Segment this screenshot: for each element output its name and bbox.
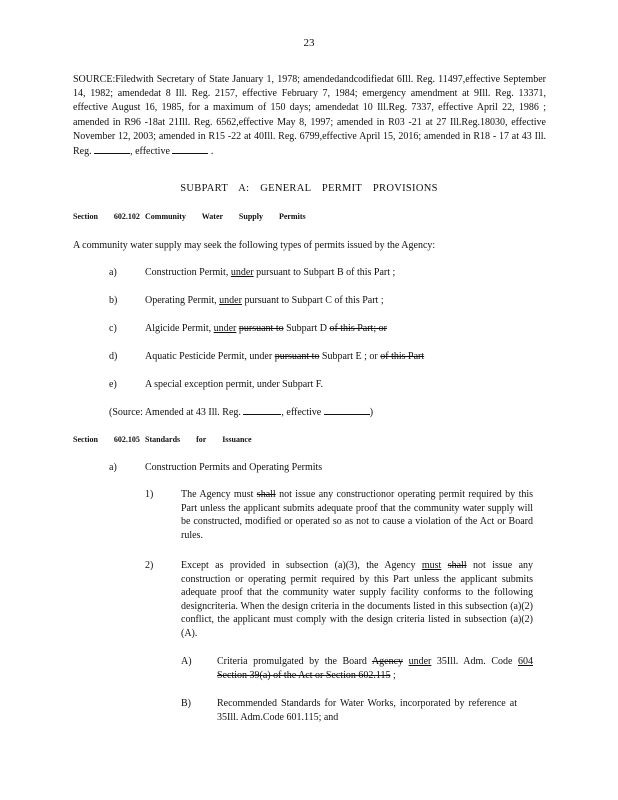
list-item-label: c) [109,323,117,334]
paragraph-2: Except as provided in subsection (a)(3), the Agency must shall not issue any construction or operating permit required by this Part unless the applicant submits adequate proof that the community water supply facility conforms to the following designcriteria. When the design criteria in the documents listed in this subsection (a)(2) conflict, the applicant must comply with the design criteria listed in subsection (a)(2)(A). [181,560,534,639]
subparagraph-B: Recommended Standards for Water Works, incorporated by reference at 35Ill. Adm.Code 601.115; and [217,698,517,723]
paragraph-label: 2) [145,560,154,571]
section-title: Community Water Supply Permits [145,212,306,221]
list-item: Construction Permit, under pursuant to Subpart B of this Part ; [145,267,396,278]
subpart-heading: SUBPART A: GENERAL PERMIT PROVISIONS [180,183,438,194]
list-item-label: a) [109,267,117,278]
source-note-tail: effective [135,146,170,158]
list-item-label: d) [109,351,118,362]
blank-effective-date [324,405,370,415]
blank-register-page [94,144,130,154]
source-amendment-line: (Source: Amended at 43 Ill. Reg. , effective ) [109,407,374,418]
subparagraph-A: Criteria promulgated by the Board Agency under 35Ill. Adm. Code 604 Section 39(a) of the Act or Section 602.115 ; [217,656,533,681]
list-item-label: e) [109,379,117,390]
section-number: Section 602.105 [73,435,140,444]
source-note-text: SOURCE:Filedwith Secretary of State January 1, 1978; amendedandcodifiedat 6Ill. Reg. 11497,effective September 14, 1982; amendedat 8 Ill. Reg. 2157, effective February 7, 1984; emergency amendment at 9Ill. Reg. 13371, effective August 16, 1985, for a maximum of 150 days; amendedat 10 Ill.Reg. 7337, effective April 22, 1986 ; amended in R96 -18at 21Ill. Reg. 6562,effective May 8, 1997; amended in R03 -21 at 27 Ill.Reg.18030, effective November 12, 2003; amended in R15 -22 at 40Ill. Reg. 6799,effective April 15, 2016; amended in R18 - 17 at 43 Ill. Reg. [73,74,546,158]
list-item: A special exception permit, under Subpart F. [145,379,324,390]
blank-register-page [243,405,281,415]
section-602-105-heading [73,435,252,444]
paragraph-1: The Agency must shall not issue any constructionor operating permit required by this Part unless the applicant submits adequate proof that the community water supply will be constructed, modified or operated so as not to cause a violation of the Act or Board rules. [181,489,534,541]
section-intro: A community water supply may seek the following types of permits issued by the Agency: [73,240,436,251]
source-note: SOURCE:Filedwith Secretary of State January 1, 1978; amendedandcodifiedat 6Ill. Reg. 11497,effective September 14, 1982; amendedat 8 Ill. Reg. 2157, effective February 7, 1984; emergency amendment at 9Ill. Reg. 13371, effective August 16, 1985, for a maximum of 150 days; amendedat 10 Ill.Reg. 7337, effective April 22, 1986 ; amended in R96 -18at 21Ill. Reg. 6562,effective May 8, 1997; amended in R03 -21 at 27 Ill.Reg.18030, effective November 12, 2003; amended in R15 -22 at 40Ill. Reg. 6799,effective April 15, 2016; amended in R18 - 17 at 43 Ill. Reg. , effective . [73,74,546,158]
list-item: Algicide Permit, under pursuant to Subpart D of this Part; or [145,323,387,334]
subparagraph-label: B) [181,698,191,709]
subsection-heading: Construction Permits and Operating Permits [145,462,323,473]
page-number: 23 [303,37,315,49]
section-number: Section 602.102 [73,212,140,221]
section-title: Standards for Issuance [145,435,252,444]
list-item: Operating Permit, under pursuant to Subpart C of this Part ; [145,295,384,306]
subsection-label: a) [109,462,117,473]
list-item: Aquatic Pesticide Permit, under pursuant to Subpart E ; or of this Part [145,351,425,362]
section-602-102-heading [73,212,306,221]
subparagraph-label: A) [181,656,192,667]
paragraph-label: 1) [145,489,154,500]
list-item-label: b) [109,295,118,306]
blank-effective-date [172,144,208,154]
